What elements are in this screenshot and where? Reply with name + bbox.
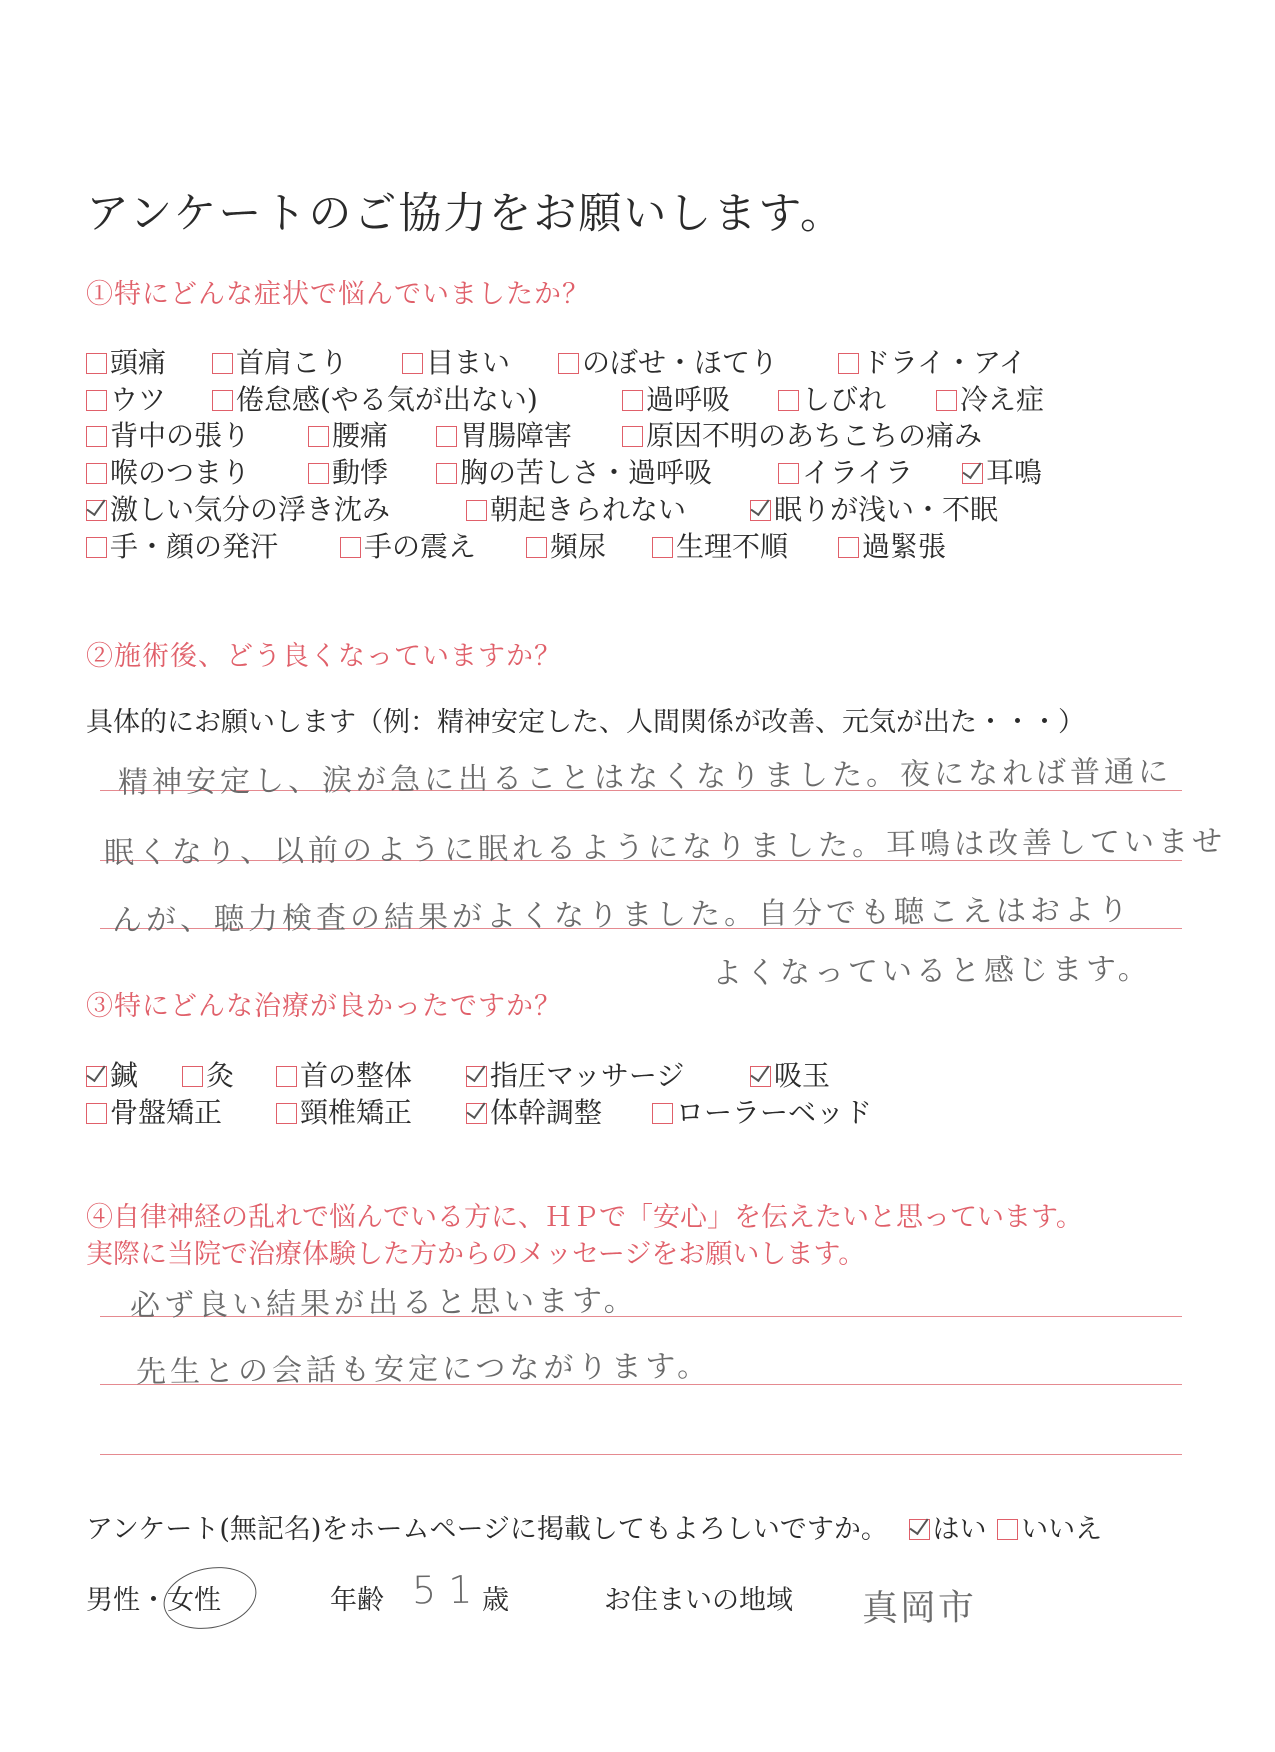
symptom-option[interactable] (212, 378, 538, 418)
q4-heading-line-2: 実際に当院で治療体験した方からのメッセージをお願いします。 (86, 1239, 866, 1270)
age-value[interactable]: 51 (411, 1567, 485, 1613)
treatment-option[interactable] (466, 1091, 602, 1131)
consent-no-label: いいえ (1021, 1514, 1103, 1545)
treatment-option-label: 体幹調整 (490, 1096, 603, 1129)
treatment-option-label: ローラーベッド (676, 1096, 873, 1129)
symptom-option-label: 眠りが浅い・不眠 (774, 493, 999, 526)
symptom-checkbox[interactable] (86, 353, 107, 374)
symptom-checkbox[interactable] (466, 500, 487, 521)
symptom-option-label: 倦怠感(やる気が出ない) (236, 383, 538, 416)
symptom-option[interactable] (86, 451, 250, 491)
symptom-checkbox[interactable] (86, 426, 107, 447)
symptom-checkbox[interactable] (86, 390, 107, 411)
symptom-option[interactable] (558, 341, 778, 381)
treatment-option[interactable] (466, 1054, 684, 1094)
symptom-checkbox[interactable] (778, 463, 799, 484)
symptom-option[interactable] (308, 451, 388, 491)
symptom-option-label: 激しい気分の浮き沈み (110, 493, 391, 526)
treatment-option-label: 吸玉 (774, 1059, 831, 1092)
symptom-option-label: 冷え症 (960, 383, 1045, 416)
symptom-option[interactable] (86, 414, 250, 454)
q3-heading: ③特にどんな治療が良かったですか？ (86, 991, 562, 1022)
symptom-option[interactable] (86, 525, 278, 565)
symptom-option[interactable] (936, 378, 1044, 418)
q4-answer-rule (100, 1454, 1182, 1455)
symptom-checkbox[interactable] (402, 353, 423, 374)
symptom-option-label: 目まい (426, 346, 511, 379)
symptom-option-label: イライラ (802, 456, 914, 489)
treatment-checkbox[interactable] (86, 1066, 107, 1087)
symptom-checkbox[interactable] (212, 353, 233, 374)
symptom-option[interactable] (962, 451, 1042, 491)
symptom-checkbox[interactable] (838, 537, 859, 558)
symptom-option[interactable] (212, 341, 348, 381)
treatment-option-label: 首の整体 (300, 1059, 413, 1092)
symptom-option[interactable] (86, 378, 166, 418)
treatment-checkbox[interactable] (750, 1066, 771, 1087)
selected-gender-circle (158, 1559, 262, 1637)
symptom-option-label: しびれ (802, 383, 887, 416)
symptom-option[interactable] (838, 341, 1027, 381)
consent-no-checkbox[interactable] (997, 1519, 1018, 1540)
treatment-option[interactable] (652, 1091, 872, 1131)
symptom-option[interactable] (652, 525, 788, 565)
q4-heading-line-1: ④自律神経の乱れで悩んでいる方に、ＨＰで「安心」を伝えたいと思っています。 (86, 1202, 1083, 1233)
symptom-option-label: 朝起きられない (490, 493, 687, 526)
symptom-option-label: 過緊張 (862, 530, 947, 563)
treatment-checkbox[interactable] (466, 1066, 487, 1087)
consent-yes-label: はい (932, 1514, 987, 1545)
treatment-checkbox[interactable] (276, 1103, 297, 1124)
treatment-option[interactable] (182, 1054, 234, 1094)
symptom-checkbox[interactable] (526, 537, 547, 558)
q2-instruction: 具体的にお願いします（例：精神安定した、人間関係が改善、元気が出た・・・） (86, 707, 1085, 738)
symptom-option-label: ドライ・アイ (862, 346, 1027, 379)
treatment-checkbox[interactable] (86, 1103, 107, 1124)
symptom-option-label: 背中の張り (110, 419, 251, 452)
treatment-option-label: 骨盤矯正 (110, 1096, 223, 1129)
q2-answer-line-4[interactable]: よくなっていると感じます。 (711, 951, 1152, 992)
symptom-checkbox[interactable] (622, 390, 643, 411)
age-label: 年齢 (330, 1585, 384, 1616)
symptom-option[interactable] (436, 451, 712, 491)
symptom-checkbox[interactable] (652, 537, 673, 558)
symptom-option[interactable] (86, 488, 390, 528)
symptom-checkbox[interactable] (308, 463, 329, 484)
treatment-option[interactable] (276, 1091, 412, 1131)
q4-answer-line-2[interactable]: 先生との会話も安定につながります。 (135, 1348, 712, 1391)
symptom-checkbox[interactable] (86, 463, 107, 484)
symptom-option-label: 腰痛 (332, 419, 389, 452)
q2-heading: ②施術後、どう良くなっていますか？ (86, 641, 562, 672)
symptom-checkbox[interactable] (86, 500, 107, 521)
treatment-checkbox[interactable] (276, 1066, 297, 1087)
consent-yes-checkbox[interactable] (909, 1519, 930, 1540)
q2-answer-line-1[interactable]: 精神安定し、涙が急に出ることはなくなりました。夜になれば普通に (117, 754, 1173, 801)
gender-male-option[interactable]: 男性 (86, 1585, 140, 1616)
symptom-checkbox[interactable] (558, 353, 579, 374)
treatment-option[interactable] (750, 1054, 830, 1094)
age-unit: 歳 (482, 1585, 509, 1616)
symptom-checkbox[interactable] (962, 463, 983, 484)
symptom-option[interactable] (750, 488, 998, 528)
symptom-option-label: 手の震え (364, 530, 477, 563)
symptom-option[interactable] (622, 378, 730, 418)
symptom-option-label: 原因不明のあちこちの痛み (646, 419, 983, 452)
area-value[interactable]: 真岡市 (861, 1587, 977, 1630)
symptom-option-label: ウツ (110, 383, 167, 416)
symptom-option-label: のぼせ・ほてり (582, 346, 779, 379)
symptom-checkbox[interactable] (308, 426, 329, 447)
symptom-option-label: 耳鳴 (986, 456, 1043, 489)
symptom-checkbox[interactable] (622, 426, 643, 447)
treatment-option-label: 鍼 (110, 1059, 139, 1092)
symptom-option[interactable] (778, 378, 886, 418)
symptom-option-label: 過呼吸 (646, 383, 731, 416)
symptom-option[interactable] (622, 414, 982, 454)
symptom-checkbox[interactable] (436, 426, 457, 447)
symptom-checkbox[interactable] (436, 463, 457, 484)
symptom-option[interactable] (402, 341, 510, 381)
symptom-option-label: 頻尿 (550, 530, 607, 563)
treatment-option[interactable] (276, 1054, 412, 1094)
symptom-option-label: 胸の苦しさ・過呼吸 (460, 456, 713, 489)
treatment-option-label: 頸椎矯正 (300, 1096, 413, 1129)
q4-answer-line-1[interactable]: 必ず良い結果が出ると思います。 (129, 1283, 638, 1324)
q2-answer-line-3[interactable]: んが、聴力検査の結果がよくなりました。自分でも聴こえはおより (111, 892, 1133, 939)
treatment-option[interactable] (86, 1054, 138, 1094)
symptom-option-label: 頭痛 (110, 346, 167, 379)
treatment-checkbox[interactable] (652, 1103, 673, 1124)
gender-separator: ・ (140, 1585, 167, 1616)
symptom-option[interactable] (86, 341, 166, 381)
page-title: アンケートのご協力をお願いします。 (86, 189, 845, 239)
symptom-option-label: 動悸 (332, 456, 389, 489)
symptom-option[interactable] (838, 525, 946, 565)
symptom-option[interactable] (340, 525, 476, 565)
symptom-checkbox[interactable] (212, 390, 233, 411)
treatment-checkbox[interactable] (182, 1066, 203, 1087)
consent-question: アンケート(無記名)をホームページに掲載してもよろしいですか。 (86, 1514, 888, 1545)
symptom-option-label: 胃腸障害 (460, 419, 573, 452)
gender-female-option[interactable]: 女性 (167, 1585, 221, 1616)
symptom-checkbox[interactable] (778, 390, 799, 411)
q1-heading: ①特にどんな症状で悩んでいましたか？ (86, 279, 590, 310)
treatment-option[interactable] (86, 1091, 222, 1131)
treatment-option-label: 指圧マッサージ (490, 1059, 685, 1092)
symptom-option[interactable] (466, 488, 686, 528)
area-label: お住まいの地域 (604, 1585, 793, 1616)
symptom-option-label: 喉のつまり (110, 456, 251, 489)
symptom-option[interactable] (778, 451, 913, 491)
symptom-checkbox[interactable] (340, 537, 361, 558)
treatment-option-label: 灸 (206, 1059, 235, 1092)
symptom-option-label: 手・顔の発汗 (110, 530, 279, 563)
symptom-checkbox[interactable] (86, 537, 107, 558)
symptom-checkbox[interactable] (838, 353, 859, 374)
symptom-option[interactable] (308, 414, 388, 454)
symptom-option-label: 首肩こり (236, 346, 349, 379)
symptom-checkbox[interactable] (936, 390, 957, 411)
treatment-checkbox[interactable] (466, 1103, 487, 1124)
symptom-option[interactable] (526, 525, 606, 565)
symptom-checkbox[interactable] (750, 500, 771, 521)
q2-answer-line-2[interactable]: 眠くなり、以前のように眠れるようになりました。耳鳴は改善していませ (103, 824, 1227, 871)
symptom-option-label: 生理不順 (676, 530, 789, 563)
symptom-option[interactable] (436, 414, 572, 454)
consent-row (86, 1507, 1102, 1546)
